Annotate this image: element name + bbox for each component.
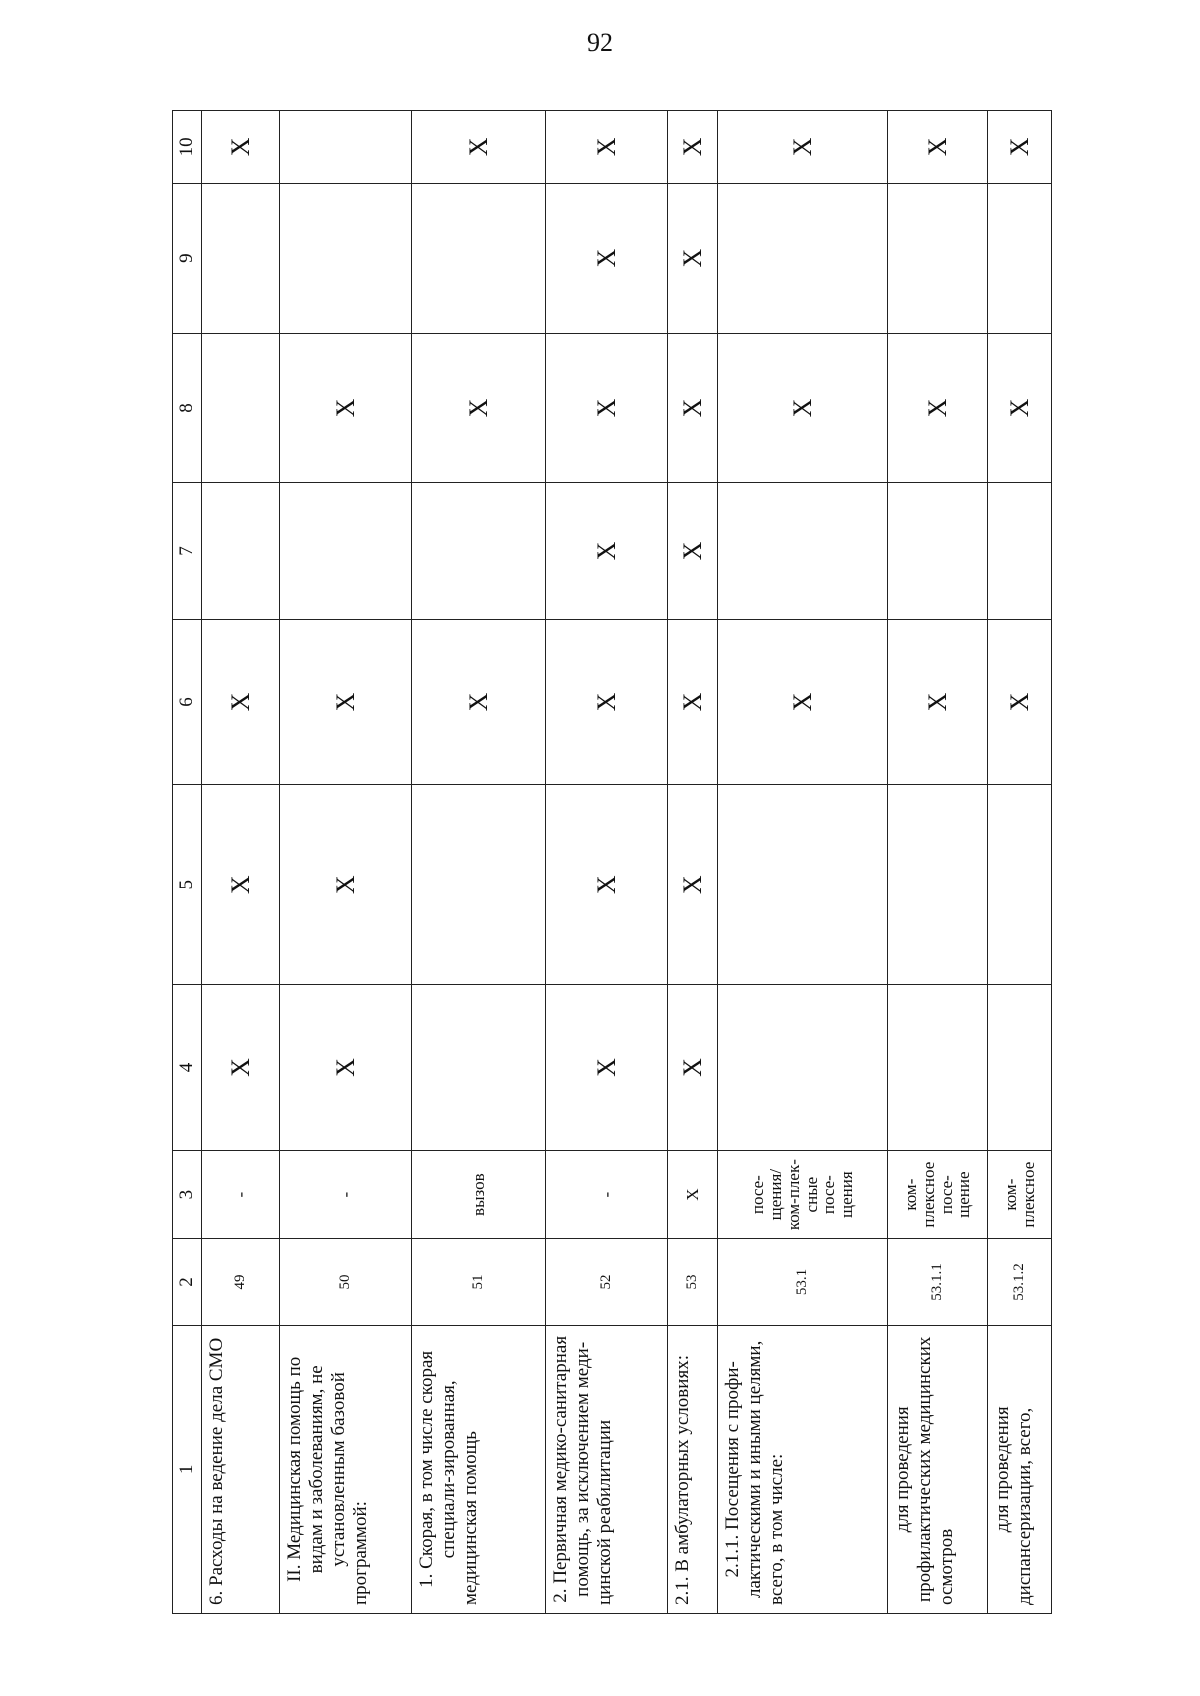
row-cell-col-8: X xyxy=(988,333,1052,483)
table-row xyxy=(718,111,888,1614)
row-cell-col-9 xyxy=(280,183,412,333)
row-cell-col-7 xyxy=(888,483,988,619)
row-cell-col-9: X xyxy=(546,183,668,333)
row-unit-cell: - xyxy=(280,1150,412,1239)
row-cell-col-7: X xyxy=(546,483,668,619)
row-code-cell: 51 xyxy=(412,1239,546,1325)
row-code-cell: 53.1.2 xyxy=(988,1239,1052,1325)
row-code-cell: 53.1 xyxy=(718,1239,888,1325)
row-cell-col-5 xyxy=(988,785,1052,985)
row-cell-col-4: X xyxy=(546,985,668,1151)
row-cell-col-8: X xyxy=(280,333,412,483)
row-cell-col-4: X xyxy=(202,985,280,1151)
row-cell-col-8: X xyxy=(888,333,988,483)
table-row xyxy=(412,111,546,1614)
row-cell-col-5: X xyxy=(202,785,280,985)
row-cell-col-5 xyxy=(888,785,988,985)
header-cell-7: 7 xyxy=(173,483,202,619)
row-name-cell: 2.1.1. Посещения с профи-лактическими и иными целями, всего, в том числе: xyxy=(718,1325,888,1613)
row-name-cell: 6. Расходы на ведение дела СМО xyxy=(202,1325,280,1613)
row-cell-col-7: X xyxy=(668,483,718,619)
row-name-cell: для проведения профилактических медицинских осмотров xyxy=(888,1325,988,1613)
row-cell-col-6: X xyxy=(546,619,668,785)
row-cell-col-5: X xyxy=(668,785,718,985)
row-cell-col-7 xyxy=(988,483,1052,619)
row-unit-cell: ком-плексное посе-щение xyxy=(888,1150,988,1239)
rotated-table-container xyxy=(172,110,1052,1614)
row-unit-cell: вызов xyxy=(412,1150,546,1239)
row-unit-cell: ком-плексное xyxy=(988,1150,1052,1239)
row-cell-col-6: X xyxy=(668,619,718,785)
row-cell-col-7 xyxy=(202,483,280,619)
header-cell-2: 2 xyxy=(173,1239,202,1325)
row-cell-col-4: X xyxy=(668,985,718,1151)
header-cell-6: 6 xyxy=(173,619,202,785)
row-cell-col-5 xyxy=(412,785,546,985)
row-cell-col-9 xyxy=(412,183,546,333)
row-cell-col-4: X xyxy=(280,985,412,1151)
row-cell-col-6: X xyxy=(988,619,1052,785)
row-code-cell: 53 xyxy=(668,1239,718,1325)
row-unit-cell: посе-щения/ ком-плек-сные посе-щения xyxy=(718,1150,888,1239)
row-cell-col-9: X xyxy=(668,183,718,333)
row-cell-col-9 xyxy=(888,183,988,333)
row-cell-col-4 xyxy=(888,985,988,1151)
header-cell-9: 9 xyxy=(173,183,202,333)
table-row xyxy=(668,111,718,1614)
row-cell-col-8: X xyxy=(412,333,546,483)
row-name-cell: II. Медицинская помощь по видам и заболеваниям, не установленным базовой программой: xyxy=(280,1325,412,1613)
table-row xyxy=(546,111,668,1614)
row-cell-col-9 xyxy=(988,183,1052,333)
row-cell-col-6: X xyxy=(202,619,280,785)
row-cell-col-7 xyxy=(280,483,412,619)
row-cell-col-6: X xyxy=(280,619,412,785)
row-cell-col-10: X xyxy=(202,111,280,184)
header-cell-10: 10 xyxy=(173,111,202,184)
row-cell-col-4 xyxy=(988,985,1052,1151)
row-cell-col-8: X xyxy=(546,333,668,483)
table-row xyxy=(988,111,1052,1614)
row-name-cell: для проведения диспансеризации, всего, xyxy=(988,1325,1052,1613)
row-cell-col-7 xyxy=(412,483,546,619)
row-cell-col-10: X xyxy=(412,111,546,184)
row-cell-col-9 xyxy=(718,183,888,333)
header-cell-5: 5 xyxy=(173,785,202,985)
page-number: 92 xyxy=(587,28,613,57)
row-cell-col-5 xyxy=(718,785,888,985)
row-cell-col-10: X xyxy=(888,111,988,184)
row-cell-col-7 xyxy=(718,483,888,619)
row-cell-col-4 xyxy=(412,985,546,1151)
header-row xyxy=(173,111,202,1614)
row-cell-col-8: X xyxy=(668,333,718,483)
row-cell-col-10: X xyxy=(988,111,1052,184)
row-cell-col-4 xyxy=(718,985,888,1151)
row-unit-cell: - xyxy=(546,1150,668,1239)
row-name-cell: 2. Первичная медико-санитарная помощь, за исключением меди-цинской реабилитации xyxy=(546,1325,668,1613)
header-cell-4: 4 xyxy=(173,985,202,1151)
row-code-cell: 49 xyxy=(202,1239,280,1325)
row-name-cell: 1. Скорая, в том числе скорая специали-зированная, медицинская помощь xyxy=(412,1325,546,1613)
row-cell-col-8: X xyxy=(718,333,888,483)
table-body xyxy=(173,111,1052,1614)
data-table xyxy=(172,110,1052,1614)
row-unit-cell: X xyxy=(668,1150,718,1239)
row-code-cell: 50 xyxy=(280,1239,412,1325)
row-cell-col-5: X xyxy=(546,785,668,985)
row-cell-col-8 xyxy=(202,333,280,483)
row-cell-col-9 xyxy=(202,183,280,333)
header-cell-1: 1 xyxy=(173,1325,202,1613)
header-cell-3: 3 xyxy=(173,1150,202,1239)
row-unit-cell: - xyxy=(202,1150,280,1239)
row-cell-col-10: X xyxy=(718,111,888,184)
row-cell-col-10: X xyxy=(546,111,668,184)
header-cell-8: 8 xyxy=(173,333,202,483)
table-row xyxy=(888,111,988,1614)
row-code-cell: 53.1.1 xyxy=(888,1239,988,1325)
row-cell-col-5: X xyxy=(280,785,412,985)
row-cell-col-10 xyxy=(280,111,412,184)
row-code-cell: 52 xyxy=(546,1239,668,1325)
row-cell-col-6: X xyxy=(888,619,988,785)
row-cell-col-6: X xyxy=(718,619,888,785)
row-cell-col-10: X xyxy=(668,111,718,184)
row-name-cell: 2.1. В амбулаторных условиях: xyxy=(668,1325,718,1613)
table-row xyxy=(202,111,280,1614)
row-cell-col-6: X xyxy=(412,619,546,785)
table-row xyxy=(280,111,412,1614)
